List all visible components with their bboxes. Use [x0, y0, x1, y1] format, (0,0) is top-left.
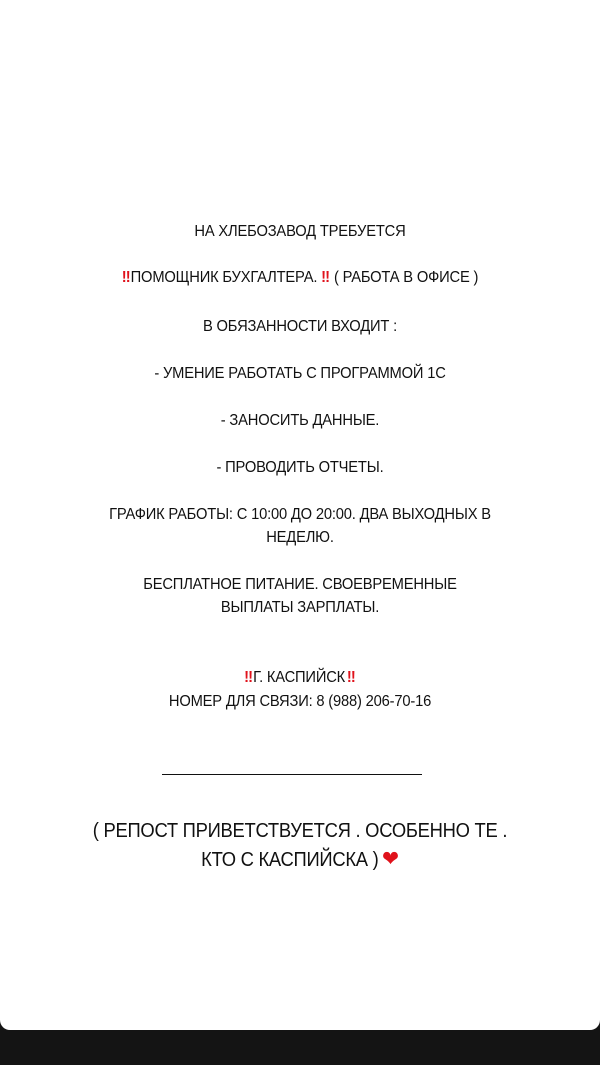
phone-text: НОМЕР ДЛЯ СВЯЗИ: 8 (988) 206-70-16: [168, 693, 432, 710]
position-text: ПОМОЩНИК БУХГАЛТЕРА.: [130, 269, 318, 286]
schedule-text: ГРАФИК РАБОТЫ: С 10:00 ДО 20:00. ДВА ВЫХОДНЫХ В: [109, 506, 491, 523]
office-text: ( РАБОТА В ОФИСЕ ): [333, 269, 479, 286]
duties-title: [52, 316, 549, 337]
duty-text: - ЗАНОСИТЬ ДАННЫЕ.: [220, 412, 380, 429]
repost-text: КТО С КАСПИЙСКА ): [201, 849, 379, 871]
double-exclamation-icon: ‼: [244, 669, 252, 686]
repost-line-1: [52, 818, 549, 844]
city-text: Г. КАСПИЙСК: [253, 669, 346, 686]
city-line: [52, 667, 549, 688]
repost-text: ( РЕПОСТ ПРИВЕТСТВУЕТСЯ . ОСОБЕННО ТЕ .: [92, 820, 508, 842]
benefits-line-1: [52, 574, 549, 595]
phone-line: [52, 691, 549, 712]
heart-icon: ❤: [382, 846, 399, 871]
repost-line-2: [52, 846, 549, 873]
duties-title-text: В ОБЯЗАННОСТИ ВХОДИТ :: [202, 318, 398, 335]
double-exclamation-icon: ‼: [321, 269, 329, 286]
header-line: [52, 221, 549, 242]
duty-item-2: [52, 410, 549, 431]
bottom-bar: [0, 1030, 600, 1065]
schedule-line-1: [52, 504, 549, 525]
duty-text: - ПРОВОДИТЬ ОТЧЕТЫ.: [216, 459, 384, 476]
schedule-line-2: [52, 527, 549, 548]
benefits-line-2: [52, 597, 549, 618]
divider-line: [162, 774, 422, 775]
duty-item-3: [52, 457, 549, 478]
double-exclamation-icon: ‼: [346, 669, 354, 686]
benefits-text: ВЫПЛАТЫ ЗАРПЛАТЫ.: [220, 599, 380, 616]
duty-item-1: [52, 363, 549, 384]
header-text: НА ХЛЕБОЗАВОД ТРЕБУЕТСЯ: [194, 223, 406, 240]
position-line: [52, 267, 549, 288]
duty-text: - УМЕНИЕ РАБОТАТЬ С ПРОГРАММОЙ 1С: [154, 365, 446, 382]
benefits-text: БЕСПЛАТНОЕ ПИТАНИЕ. СВОЕВРЕМЕННЫЕ: [143, 576, 457, 593]
schedule-text: НЕДЕЛЮ.: [266, 529, 334, 546]
double-exclamation-icon: ‼: [121, 269, 129, 286]
